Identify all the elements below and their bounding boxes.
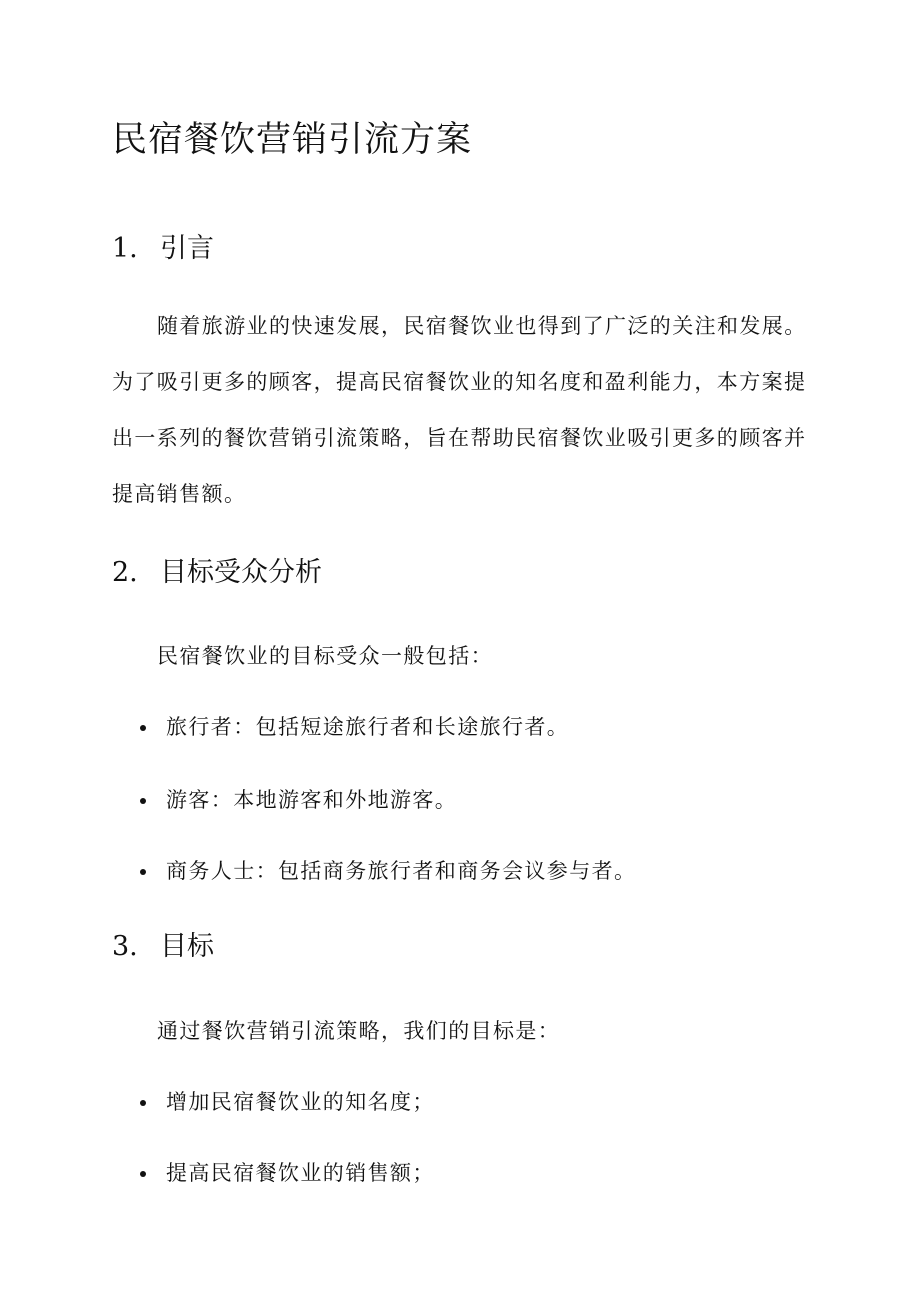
section-2-title: 目标受众分析 bbox=[160, 557, 322, 588]
section-3-heading bbox=[112, 924, 214, 963]
section-2-heading bbox=[112, 550, 322, 589]
list-item bbox=[140, 855, 636, 885]
list-item bbox=[140, 1086, 435, 1116]
section-1-paragraph: 随着旅游业的快速发展，民宿餐饮业也得到了广泛的关注和发展。为了吸引更多的顾客，提高民宿餐饮业的知名度和盈利能力，本方案提出一系列的餐饮营销引流策略，旨在帮助民宿餐饮业吸引更多的顾客并提高销售额。 bbox=[112, 314, 807, 506]
section-3-lead: 通过餐饮营销引流策略，我们的目标是： bbox=[157, 1019, 561, 1043]
list-item-text: 增加民宿餐饮业的知名度； bbox=[166, 1090, 435, 1114]
section-1-title: 引言 bbox=[160, 233, 214, 264]
list-item-text: 商务人士：包括商务旅行者和商务会议参与者。 bbox=[166, 859, 637, 883]
section-3-number: 3. bbox=[112, 931, 138, 962]
list-item-text: 游客：本地游客和外地游客。 bbox=[166, 788, 458, 812]
section-1-number: 1. bbox=[112, 233, 138, 264]
bullet-icon bbox=[140, 1171, 146, 1177]
bullet-icon bbox=[140, 798, 146, 804]
list-item bbox=[140, 784, 457, 814]
list-item-text: 提高民宿餐饮业的销售额； bbox=[166, 1161, 435, 1185]
list-item-text: 旅行者：包括短途旅行者和长途旅行者。 bbox=[166, 715, 570, 739]
list-item bbox=[140, 1157, 435, 1187]
section-1-heading bbox=[112, 226, 214, 265]
bullet-icon bbox=[140, 1100, 146, 1106]
bullet-icon bbox=[140, 869, 146, 875]
bullet-icon bbox=[140, 725, 146, 731]
list-item bbox=[140, 711, 569, 741]
document-title: 民宿餐饮营销引流方案 bbox=[112, 120, 473, 160]
section-2-number: 2. bbox=[112, 557, 138, 588]
section-2-lead: 民宿餐饮业的目标受众一般包括： bbox=[157, 644, 493, 668]
section-3-title: 目标 bbox=[160, 931, 214, 962]
